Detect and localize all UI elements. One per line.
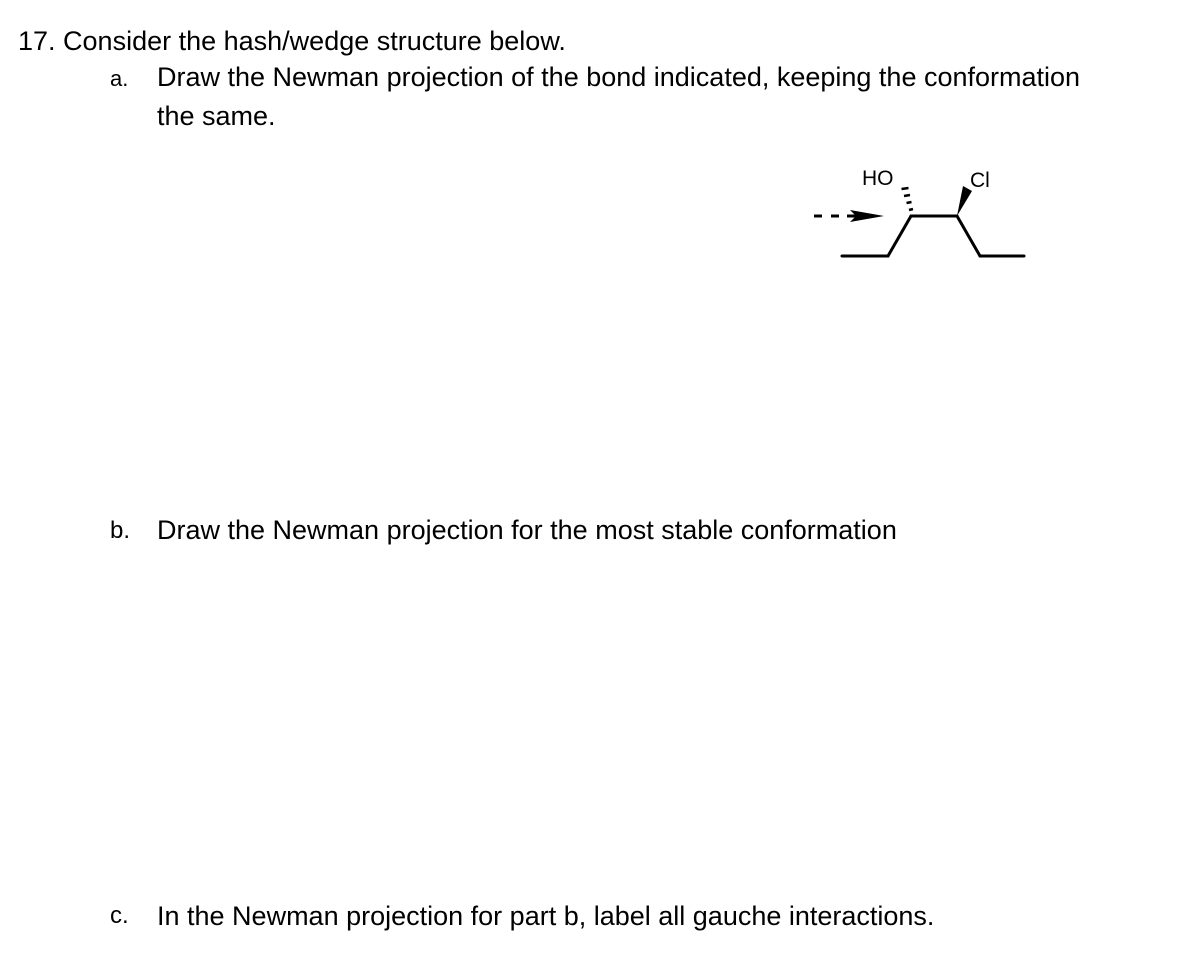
bond-c4-c5 bbox=[957, 216, 980, 256]
chlorine-label: Cl bbox=[970, 169, 990, 192]
question-title: 17. Consider the hash/wedge structure below. bbox=[18, 26, 566, 56]
hashed-bond-oh bbox=[902, 188, 914, 210]
part-b-marker: b. bbox=[110, 517, 131, 544]
part-c-text: In the Newman projection for part b, label all gauche interactions. bbox=[157, 901, 935, 931]
part-a-marker: a. bbox=[110, 66, 129, 91]
part-c-marker: c. bbox=[110, 902, 129, 929]
hydroxyl-label: HO bbox=[862, 167, 894, 190]
part-a-text-line-2: the same. bbox=[157, 101, 276, 131]
bond-c2-c3 bbox=[888, 216, 911, 256]
dashed-bond-indicator-arrow bbox=[814, 210, 884, 222]
part-b-text: Draw the Newman projection for the most stable conformation bbox=[157, 515, 897, 545]
hash-4 bbox=[902, 188, 909, 189]
carbon-skeleton bbox=[842, 216, 1024, 256]
hash-2 bbox=[907, 202, 912, 203]
hash-1 bbox=[909, 209, 913, 210]
hash-3 bbox=[904, 195, 910, 196]
hash-wedge-structure bbox=[800, 150, 1040, 280]
part-a-text-line-1: Draw the Newman projection of the bond indicated, keeping the conformation bbox=[157, 62, 1081, 92]
